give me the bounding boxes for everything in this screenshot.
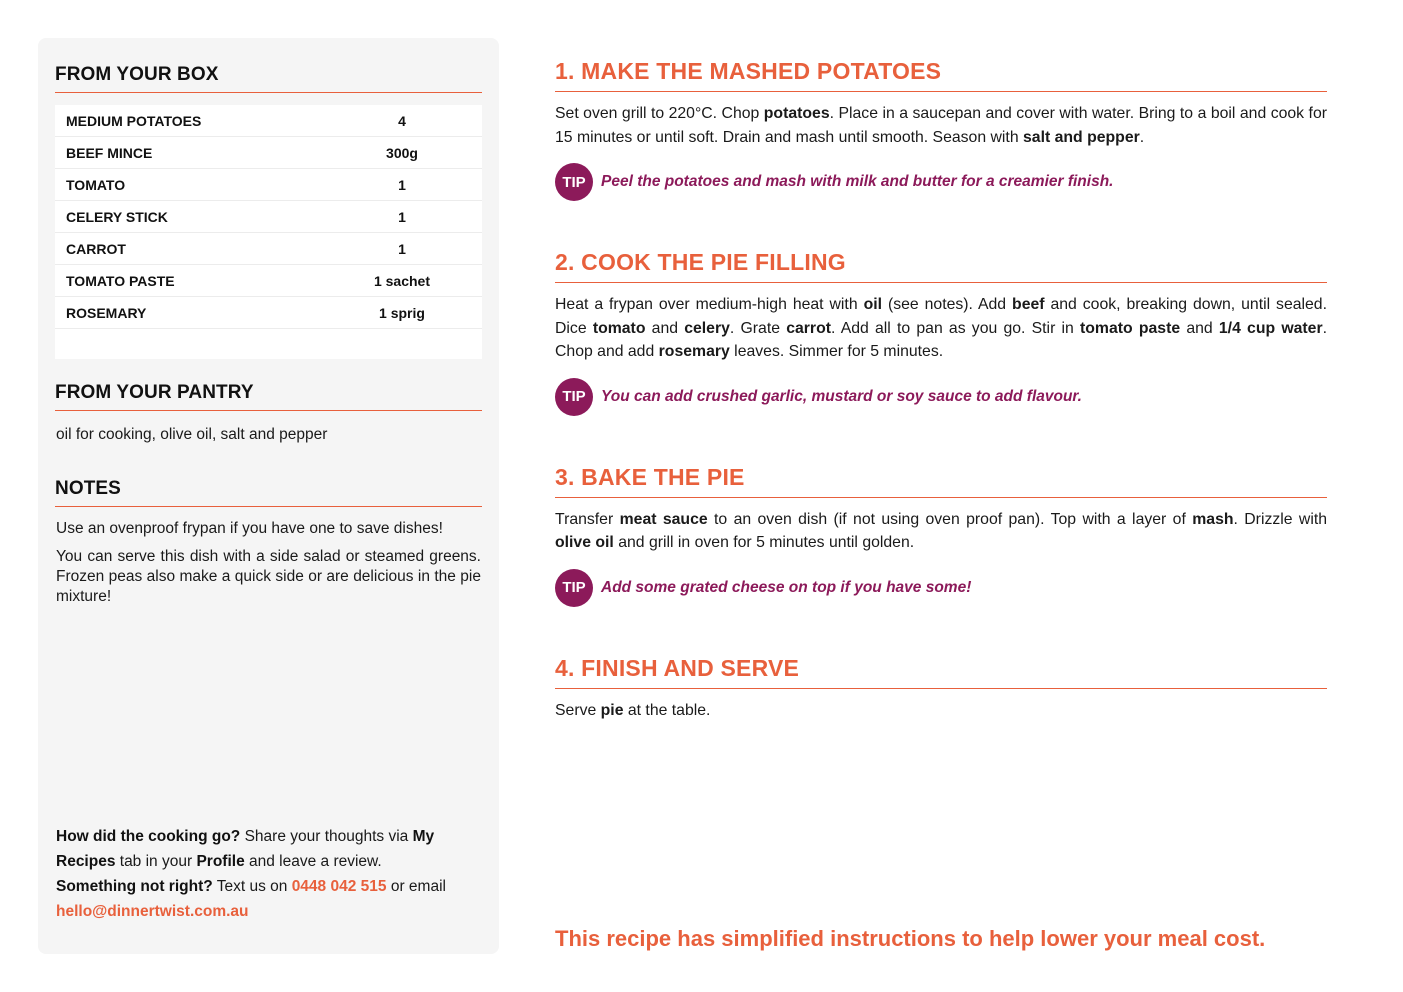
- highlighted-ingredient: celery: [684, 319, 730, 337]
- tip-badge-icon: TIP: [555, 569, 593, 607]
- step-instructions: [555, 508, 1327, 555]
- feedback-text: and leave a review.: [244, 853, 382, 870]
- tip-badge-icon: TIP: [555, 163, 593, 201]
- step-title: 4. FINISH AND SERVE: [555, 655, 1327, 689]
- feedback-text: Share your thoughts via: [240, 828, 413, 845]
- ingredient-name: CARROT: [55, 233, 322, 265]
- notes-text: [56, 519, 481, 615]
- instruction-text: and cook, breaking down, until sealed. Dice: [555, 296, 1327, 337]
- ingredient-row: [55, 105, 482, 137]
- step-instructions: [555, 293, 1327, 364]
- instruction-text: . Place in a saucepan and cover with water. Bring to a boil and cook for 15 minutes or until soft. Drain and mash until smooth. Season with: [555, 105, 1327, 146]
- ingredient-quantity: 1 sprig: [322, 297, 482, 329]
- feedback-text: tab in your: [115, 853, 197, 870]
- recipe-step: [555, 58, 1327, 201]
- recipe-step: [555, 655, 1327, 723]
- ingredients-panel: [38, 38, 499, 954]
- instruction-text: and grill in oven for 5 minutes until golden.: [613, 534, 915, 551]
- step-instructions: [555, 699, 1327, 723]
- ingredient-name: BEEF MINCE: [55, 137, 322, 169]
- instruction-text: Transfer: [555, 510, 620, 528]
- notes-section-title: NOTES: [55, 478, 482, 507]
- instruction-text: Serve: [555, 701, 601, 719]
- highlighted-ingredient: pie: [600, 701, 624, 719]
- support-email-link[interactable]: hello@dinnertwist.com.au: [56, 903, 249, 920]
- note-paragraph: Use an ovenproof frypan if you have one to save dishes!: [56, 520, 443, 537]
- highlighted-ingredient: carrot: [786, 319, 831, 337]
- cooking-tip: [555, 569, 1327, 607]
- ingredient-name: MEDIUM POTATOES: [55, 105, 322, 137]
- ingredient-row: [55, 297, 482, 329]
- instruction-text: to an oven dish (if not using oven proof pan). Top with a layer of: [707, 510, 1193, 528]
- instruction-text: . Drizzle with: [1233, 510, 1328, 528]
- cooking-tip: [555, 163, 1327, 201]
- instruction-text: (see notes). Add: [882, 296, 1013, 313]
- highlighted-ingredient: tomato: [592, 319, 646, 337]
- ingredient-quantity: 4: [322, 105, 482, 137]
- ingredient-row: [55, 233, 482, 265]
- highlighted-ingredient: oil: [863, 296, 882, 313]
- instruction-text: Set oven grill to 220°C. Chop: [555, 105, 764, 122]
- highlighted-ingredient: beef: [1012, 296, 1045, 313]
- ingredient-row: [55, 169, 482, 201]
- pantry-text: oil for cooking, olive oil, salt and pepper: [56, 426, 328, 443]
- instruction-text: . Chop and add: [555, 319, 1327, 360]
- recipe-step: [555, 249, 1327, 416]
- recipe-steps: [555, 58, 1327, 722]
- instruction-text: . Add all to pan as you go. Stir in: [830, 319, 1081, 337]
- ingredient-name: ROSEMARY: [55, 297, 322, 329]
- ingredient-quantity: 1: [322, 233, 482, 265]
- instruction-text: at the table.: [623, 701, 711, 719]
- ingredient-name: TOMATO PASTE: [55, 265, 322, 297]
- highlighted-ingredient: potatoes: [763, 105, 830, 122]
- ingredient-row: [55, 265, 482, 297]
- highlighted-ingredient: salt and pepper: [1023, 128, 1140, 146]
- my-recipes-link[interactable]: My Recipes: [56, 828, 435, 870]
- highlighted-ingredient: 1/4 cup water: [1218, 319, 1323, 337]
- profile-link[interactable]: Profile: [196, 853, 245, 870]
- instruction-text: and: [1180, 319, 1219, 337]
- instruction-text: and: [645, 319, 685, 337]
- instruction-text: Heat a frypan over medium-high heat with: [555, 296, 864, 313]
- ingredient-name: TOMATO: [55, 169, 322, 201]
- note-paragraph: You can serve this dish with a side salad or steamed greens. Frozen peas also make a quick side or are delicious in the pie mixture!: [56, 548, 481, 605]
- highlighted-ingredient: mash: [1192, 510, 1234, 528]
- support-text: Text us on: [212, 878, 292, 895]
- highlighted-ingredient: tomato paste: [1080, 319, 1181, 337]
- ingredient-row-empty: [55, 329, 482, 360]
- feedback-question: How did the cooking go?: [56, 828, 241, 845]
- cooking-tip: [555, 378, 1327, 416]
- step-title: 2. COOK THE PIE FILLING: [555, 249, 1327, 283]
- tip-text: You can add crushed garlic, mustard or soy sauce to add flavour.: [601, 387, 1082, 405]
- recipe-step: [555, 464, 1327, 607]
- ingredient-row: [55, 137, 482, 169]
- step-title: 3. BAKE THE PIE: [555, 464, 1327, 498]
- ingredient-name: CELERY STICK: [55, 201, 322, 233]
- highlighted-ingredient: meat sauce: [619, 510, 708, 528]
- ingredient-quantity: 1: [322, 201, 482, 233]
- ingredient-quantity: 300g: [322, 137, 482, 169]
- ingredient-row: [55, 201, 482, 233]
- ingredient-quantity: 1 sachet: [322, 265, 482, 297]
- instruction-text: . Grate: [729, 319, 787, 337]
- box-section-title: FROM YOUR BOX: [55, 64, 482, 93]
- tip-badge-icon: TIP: [555, 378, 593, 416]
- pantry-section-title: FROM YOUR PANTRY: [55, 382, 482, 411]
- simplified-instructions-note: This recipe has simplified instructions to help lower your meal cost.: [555, 926, 1266, 951]
- feedback-footer: [56, 824, 486, 924]
- instruction-text: leaves. Simmer for 5 minutes.: [729, 343, 944, 360]
- instruction-text: .: [1139, 128, 1145, 146]
- support-phone-link[interactable]: 0448 042 515: [291, 878, 387, 895]
- step-instructions: [555, 102, 1327, 149]
- highlighted-ingredient: rosemary: [658, 343, 730, 360]
- support-text: or email: [386, 878, 446, 895]
- ingredient-quantity: 1: [322, 169, 482, 201]
- ingredients-table: [55, 105, 482, 359]
- step-title: 1. MAKE THE MASHED POTATOES: [555, 58, 1327, 92]
- highlighted-ingredient: olive oil: [555, 534, 614, 551]
- tip-text: Peel the potatoes and mash with milk and butter for a creamier finish.: [601, 173, 1114, 190]
- support-question: Something not right?: [56, 878, 213, 895]
- tip-text: Add some grated cheese on top if you have some!: [601, 578, 972, 596]
